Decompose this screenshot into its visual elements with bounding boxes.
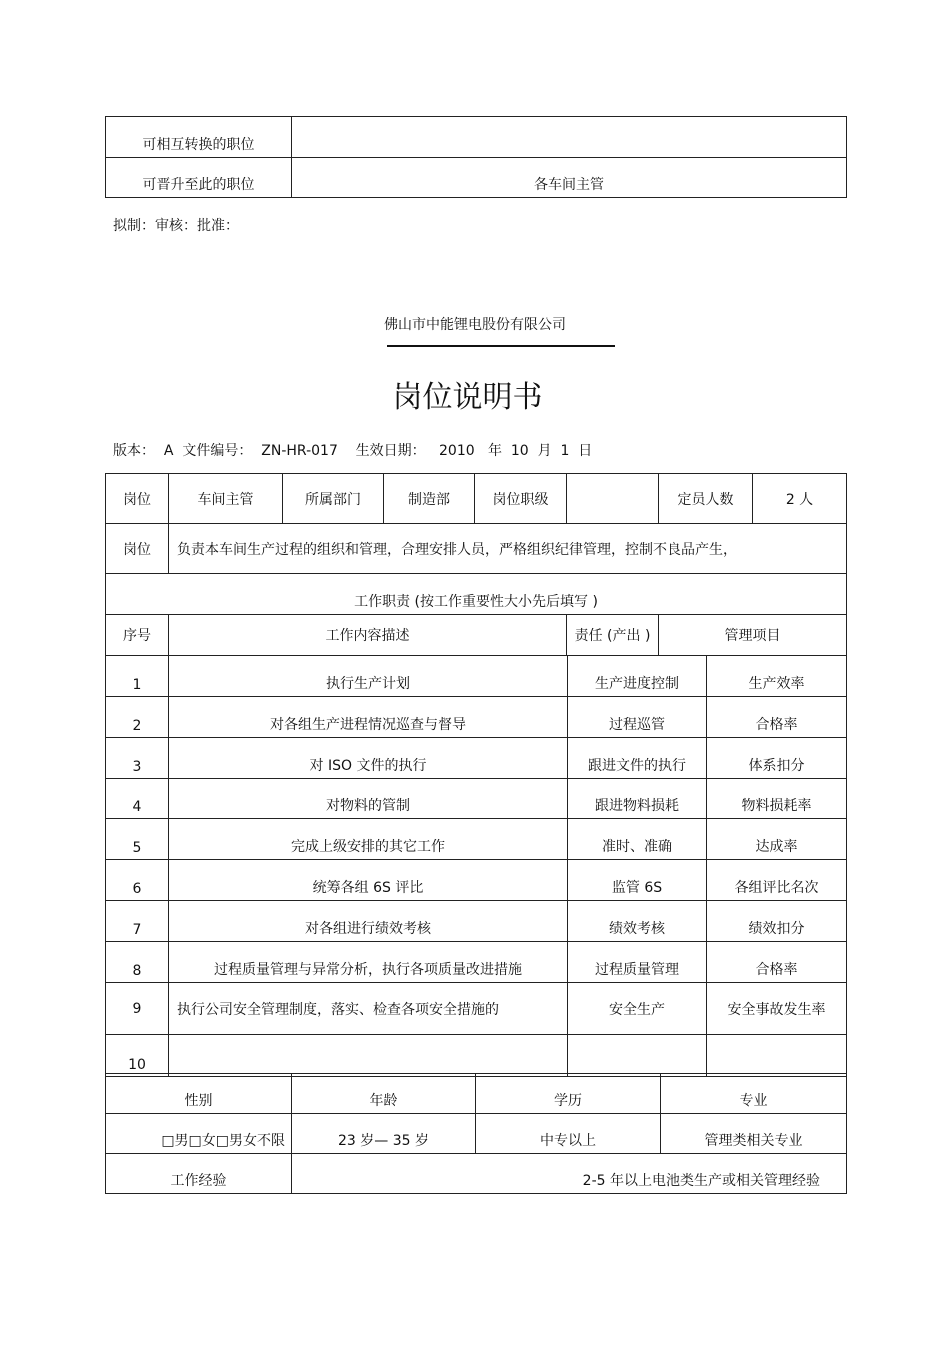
promotable-positions-label: 可晋升至此的职位 xyxy=(106,158,292,198)
row-item: 合格率 xyxy=(707,697,847,738)
row-no: 2 xyxy=(106,697,169,738)
row-resp: 过程巡管 xyxy=(568,697,707,738)
dept-value: 制造部 xyxy=(384,474,475,524)
table-row xyxy=(106,697,847,738)
signoff-line: 拟制：审核：批准： xyxy=(113,218,239,234)
row-desc: 统筹各组 6S 评比 xyxy=(169,860,568,901)
row-no: 8 xyxy=(106,942,169,983)
promotable-positions-value: 各车间主管 xyxy=(292,158,847,198)
row-resp: 跟进文件的执行 xyxy=(568,738,707,779)
table-row xyxy=(106,983,847,1035)
dept-label: 所属部门 xyxy=(283,474,384,524)
row-desc: 对各组生产进程情况巡查与督导 xyxy=(169,697,568,738)
job-description-table xyxy=(105,473,847,656)
experience-value: 2-5 年以上电池类生产或相关管理经验 xyxy=(292,1154,847,1194)
row-item: 生产效率 xyxy=(707,656,847,697)
prior-page-table xyxy=(105,116,847,198)
row-no: 10 xyxy=(106,1035,169,1077)
col-header-desc: 工作内容描述 xyxy=(169,615,567,656)
table-row xyxy=(106,942,847,983)
row-desc xyxy=(169,1035,568,1077)
row-resp: 跟进物料损耗 xyxy=(568,779,707,819)
row-desc: 对物料的管制 xyxy=(169,779,568,819)
row-desc: 执行生产计划 xyxy=(169,656,568,697)
table-row xyxy=(106,860,847,901)
company-name: 佛山市中能锂电股份有限公司 xyxy=(384,317,566,333)
title-rule xyxy=(387,345,615,347)
row-no: 5 xyxy=(106,819,169,860)
table-row xyxy=(106,1035,847,1077)
duties-title: 工作职责 (按工作重要性大小先后填写 ) xyxy=(106,574,847,615)
requirements-table xyxy=(105,1073,847,1194)
table-row xyxy=(106,779,847,819)
summary-text: 负责本车间生产过程的组织和管理，合理安排人员，严格组织纪律管理，控制不良品产生， xyxy=(169,524,847,574)
duties-table xyxy=(105,655,847,1077)
row-desc: 完成上级安排的其它工作 xyxy=(169,819,568,860)
table-row xyxy=(106,819,847,860)
row-no: 4 xyxy=(106,779,169,819)
row-desc: 对各组进行绩效考核 xyxy=(169,901,568,942)
row-resp: 监管 6S xyxy=(568,860,707,901)
table-row xyxy=(106,901,847,942)
row-no: 7 xyxy=(106,901,169,942)
row-no: 3 xyxy=(106,738,169,779)
row-resp: 绩效考核 xyxy=(568,901,707,942)
age-value: 23 岁— 35 岁 xyxy=(292,1114,476,1154)
row-item: 合格率 xyxy=(707,942,847,983)
headcount-value: 2 人 xyxy=(753,474,847,524)
row-item: 达成率 xyxy=(707,819,847,860)
col-header-no: 序号 xyxy=(106,615,169,656)
experience-label: 工作经验 xyxy=(106,1154,292,1194)
headcount-label: 定员人数 xyxy=(659,474,753,524)
page-title: 岗位说明书 xyxy=(392,380,543,415)
col-header-resp: 责任 (产出 ) xyxy=(567,615,659,656)
row-item: 体系扣分 xyxy=(707,738,847,779)
row-no: 1 xyxy=(106,656,169,697)
row-item: 各组评比名次 xyxy=(707,860,847,901)
row-no: 6 xyxy=(106,860,169,901)
age-label: 年龄 xyxy=(292,1074,476,1114)
grade-label: 岗位职级 xyxy=(475,474,567,524)
row-desc: 过程质量管理与异常分析，执行各项质量改进措施 xyxy=(169,942,568,983)
row-no: 9 xyxy=(106,983,169,1035)
grade-value xyxy=(567,474,659,524)
table-row xyxy=(106,738,847,779)
education-label: 学历 xyxy=(476,1074,661,1114)
row-resp: 生产进度控制 xyxy=(568,656,707,697)
major-value: 管理类相关专业 xyxy=(661,1114,847,1154)
row-resp: 过程质量管理 xyxy=(568,942,707,983)
row-desc: 执行公司安全管理制度，落实、检查各项安全措施的 xyxy=(169,983,568,1035)
row-resp: 安全生产 xyxy=(568,983,707,1035)
post-value: 车间主管 xyxy=(169,474,283,524)
interchangeable-positions-label: 可相互转换的职位 xyxy=(106,117,292,158)
row-item: 绩效扣分 xyxy=(707,901,847,942)
gender-label: 性别 xyxy=(106,1074,292,1114)
major-label: 专业 xyxy=(661,1074,847,1114)
post-label: 岗位 xyxy=(106,474,169,524)
col-header-item: 管理项目 xyxy=(659,615,847,656)
education-value: 中专以上 xyxy=(476,1114,661,1154)
row-resp: 准时、准确 xyxy=(568,819,707,860)
summary-label: 岗位 xyxy=(106,524,169,574)
row-resp xyxy=(568,1035,707,1077)
row-item: 物料损耗率 xyxy=(707,779,847,819)
duties-rows xyxy=(106,656,847,1077)
row-item xyxy=(707,1035,847,1077)
row-desc: 对 ISO 文件的执行 xyxy=(169,738,568,779)
interchangeable-positions-value xyxy=(292,117,847,158)
row-item: 安全事故发生率 xyxy=(707,983,847,1035)
version-line: 版本： A 文件编号： ZN-HR-017 生效日期： 2010 年 10 月 1 日 xyxy=(113,443,593,459)
table-row xyxy=(106,656,847,697)
gender-value: □男□女□男女不限 xyxy=(106,1114,292,1154)
